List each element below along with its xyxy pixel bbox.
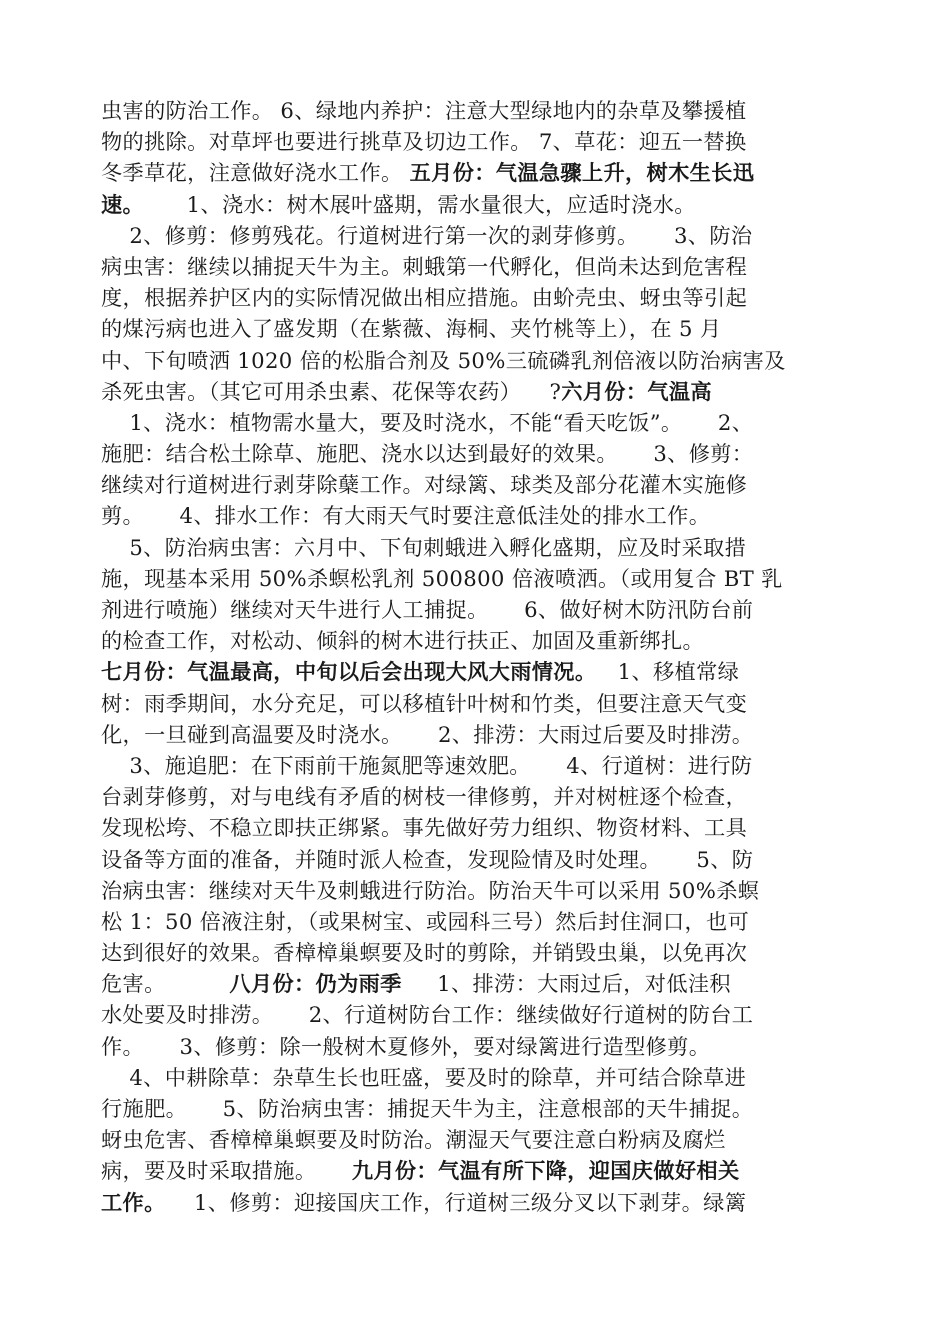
- text-segment: 水处要及时排涝。 2、行道树防台工作：继续做好行道树的防台工: [101, 1002, 754, 1028]
- text-segment: 1、排涝：大雨过后，对低洼积: [401, 971, 731, 997]
- text-line: [101, 282, 836, 313]
- text-line: [101, 812, 836, 843]
- text-segment: 树：雨季期间，水分充足，可以移植针叶树和竹类，但要注意天气变: [101, 690, 748, 716]
- text-line: [101, 719, 836, 750]
- text-line: [101, 1093, 836, 1124]
- text-segment: 4、中耕除草：杂草生长也旺盛，要及时的除草，并可结合除草进: [101, 1064, 747, 1090]
- text-segment: 设备等方面的准备，并随时派人检查，发现险情及时处理。 5、防: [101, 846, 754, 872]
- month-heading: 八月份：仍为雨季: [229, 971, 402, 997]
- text-line: [101, 1031, 836, 1062]
- text-segment: 杀死虫害。（其它可用杀虫素、花保等农药） ?: [101, 378, 562, 404]
- text-segment: 剪。 4、排水工作：有大雨天气时要注意低洼处的排水工作。: [101, 503, 711, 529]
- month-heading: 速。: [101, 191, 145, 217]
- text-segment: 发现松垮、不稳立即扶正绑紧。事先做好劳力组织、物资材料、工具: [101, 815, 748, 841]
- text-segment: 度，根据养护区内的实际情况做出相应措施。由蚧壳虫、蚜虫等引起: [101, 285, 748, 311]
- text-segment: 物的挑除。对草坪也要进行挑草及切边工作。 7、草花：迎五一替换: [101, 129, 747, 155]
- text-line: [101, 656, 836, 687]
- text-segment: 达到很好的效果。香樟樟巢螟要及时的剪除，并销毁虫巢，以免再次: [101, 940, 748, 966]
- month-heading: 九月份：气温有所下降，迎国庆做好相关: [351, 1158, 740, 1184]
- text-segment: 2、修剪：修剪残花。行道树进行第一次的剥芽修剪。 3、防治: [101, 222, 753, 248]
- text-line: [101, 594, 836, 625]
- month-heading: 七月份：气温最高，中旬以后会出现大风大雨情况。: [101, 659, 597, 685]
- text-segment: 继续对行道树进行剥芽除蘖工作。对绿篱、球类及部分花灌木实施修: [101, 472, 748, 498]
- text-segment: 的煤污病也进入了盛发期（在紫薇、海桐、夹竹桃等上），在 5 月: [101, 316, 722, 342]
- text-segment: 1、浇水：树木展叶盛期，需水量很大，应适时浇水。: [144, 191, 696, 217]
- text-line: [101, 438, 836, 469]
- text-segment: 行施肥。 5、防治病虫害：捕捉天牛为主，注意根部的天牛捕捉。: [101, 1096, 754, 1121]
- text-line: [101, 875, 836, 906]
- text-line: [101, 1187, 836, 1218]
- text-line: [101, 157, 836, 188]
- month-heading: 工作。: [101, 1189, 166, 1215]
- text-line: [101, 469, 836, 500]
- text-segment: 蚜虫危害、香樟樟巢螟要及时防治。潮湿天气要注意白粉病及腐烂: [101, 1127, 726, 1153]
- text-line: [101, 1155, 836, 1186]
- text-segment: 病，要及时采取措施。: [101, 1158, 352, 1184]
- text-segment: 松 1：50 倍液注射，（或果树宝、或园科三号）然后封住洞口，也可: [101, 908, 750, 934]
- text-line: [101, 313, 836, 344]
- document-body-text: [101, 95, 836, 1218]
- text-segment: 治病虫害：继续对天牛及刺蛾进行防治。防治天牛可以采用 50%杀螟: [101, 877, 760, 903]
- text-segment: 施，现基本采用 50%杀螟松乳剂 500800 倍液喷洒。（或用复合 BT 乳: [101, 565, 783, 591]
- text-segment: 虫害的防治工作。 6、绿地内养护：注意大型绿地内的杂草及攀援植: [101, 98, 747, 123]
- text-line: [101, 1062, 836, 1093]
- text-line: [101, 500, 836, 531]
- text-line: [101, 95, 836, 126]
- text-segment: 1、浇水：植物需水量大，要及时浇水，不能“看天吃饭”。 2、: [101, 409, 754, 435]
- text-line: [101, 937, 836, 968]
- text-segment: 1、修剪：迎接国庆工作，行道树三级分叉以下剥芽。绿篱: [165, 1189, 747, 1215]
- text-line: [101, 688, 836, 719]
- text-segment: 台剥芽修剪，对与电线有矛盾的树枝一律修剪，并对树桩逐个检查，: [101, 784, 748, 810]
- text-line: [101, 407, 836, 438]
- text-line: [101, 220, 836, 251]
- text-segment: 5、防治病虫害：六月中、下旬刺蛾进入孵化盛期，应及时采取措: [101, 534, 747, 560]
- text-line: [101, 750, 836, 781]
- text-line: [101, 126, 836, 157]
- text-segment: 1、移植常绿: [596, 659, 740, 685]
- text-segment: 中、下旬喷洒 1020 倍的松脂合剂及 50%三硫磷乳剂倍液以防治病害及: [101, 347, 786, 373]
- text-line: [101, 968, 836, 999]
- text-segment: 剂进行喷施）继续对天牛进行人工捕捉。 6、做好树木防汛防台前: [101, 597, 754, 622]
- text-segment: 化，一旦碰到高温要及时浇水。 2、排涝：大雨过后要及时排涝。: [101, 721, 754, 747]
- month-heading: 五月份：气温急骤上升，树木生长迅: [409, 160, 755, 186]
- text-line: [101, 906, 836, 937]
- text-line: [101, 563, 836, 594]
- text-segment: 危害。: [101, 971, 230, 997]
- text-segment: 的检查工作，对松动、倾斜的树木进行扶正、加固及重新绑扎。: [101, 628, 705, 654]
- text-line: [101, 532, 836, 563]
- text-line: [101, 844, 836, 875]
- text-segment: 病虫害：继续以捕捉天牛为主。刺蛾第一代孵化，但尚未达到危害程: [101, 253, 748, 279]
- text-line: [101, 251, 836, 282]
- text-line: [101, 781, 836, 812]
- text-line: [101, 376, 836, 407]
- text-line: [101, 1124, 836, 1155]
- text-line: [101, 189, 836, 220]
- text-line: [101, 999, 836, 1030]
- text-segment: 3、施追肥：在下雨前干施氮肥等速效肥。 4、行道树：进行防: [101, 752, 753, 778]
- month-heading: 六月份：气温高: [561, 378, 712, 404]
- text-segment: 施肥：结合松土除草、施肥、浇水以达到最好的效果。 3、修剪：: [101, 441, 754, 467]
- text-line: [101, 345, 836, 376]
- text-segment: 冬季草花，注意做好浇水工作。: [101, 160, 410, 186]
- text-line: [101, 625, 836, 656]
- text-segment: 作。 3、修剪：除一般树木夏修外，要对绿篱进行造型修剪。: [101, 1033, 711, 1059]
